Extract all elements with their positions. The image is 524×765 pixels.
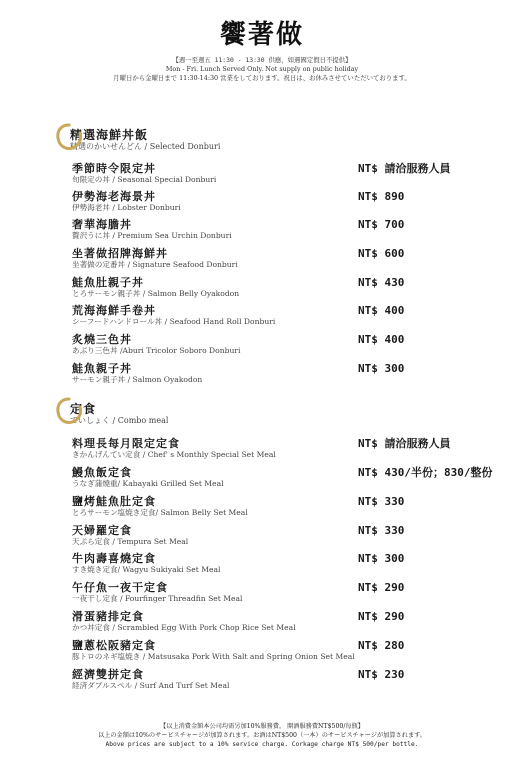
menu-item [72,247,517,270]
brush-circle-icon [54,122,84,152]
menu-item [72,524,517,547]
item-subtitle: とろサーモン塩焼き定食/ Salmon Belly Set Meal [72,508,248,517]
menu-item [72,162,517,185]
section-title: 定食 [70,402,97,416]
item-name: 鹽蔥松阪豬定食 [72,639,156,652]
item-subtitle: シーフードハンドロール丼 / Seafood Hand Roll Donburi [72,317,276,326]
section-title: 精選海鮮丼飯 [70,128,149,142]
item-subtitle: 豚トロのネギ塩焼き / Matsusaka Pork With Salt and Spring Onion Set Meal [72,652,355,661]
item-name: 伊勢海老海景丼 [72,190,156,203]
item-name: 滑蛋豬排定食 [72,610,144,623]
item-name: 鰻魚飯定食 [72,466,132,479]
item-price: NT$ 請洽服務人員 [358,437,451,450]
opening-hours [0,56,524,83]
item-price: NT$ 請洽服務人員 [358,162,451,175]
menu-item [72,304,517,327]
item-name: 天婦羅定食 [72,524,132,537]
menu-item [72,333,517,356]
menu-item [72,495,517,518]
item-name: 炙燒三色丼 [72,333,132,346]
menu-item [72,668,517,691]
item-subtitle: とろサーモン親子丼 / Salmon Belly Oyakodon [72,289,240,298]
item-price: NT$ 400 [358,304,405,317]
item-name: 坐著做招牌海鮮丼 [72,247,168,260]
menu-item [72,362,517,385]
item-price: NT$ 400 [358,333,405,346]
item-name: 季節時令限定丼 [72,162,156,175]
item-name: 午仔魚一夜干定食 [72,581,168,594]
menu-item [72,610,517,633]
item-name: 牛肉壽喜燒定食 [72,552,156,565]
menu-item [72,466,517,489]
item-subtitle: うなぎ蒲燒重/ Kabayaki Grilled Set Meal [72,479,224,488]
item-price: NT$ 280 [358,639,405,652]
menu-item [72,276,517,299]
service-charge-note [0,722,524,749]
item-name: 經濟雙拼定食 [72,668,144,681]
menu-item [72,437,517,460]
item-subtitle: 贅沢うに丼 / Premium Sea Urchin Donburi [72,231,232,240]
item-subtitle: 経済ダブルスペル / Surf And Turf Set Meal [72,681,230,690]
item-price: NT$ 330 [358,524,405,537]
menu-item [72,218,517,241]
section-combo [70,402,510,426]
item-subtitle: あぶり三色丼 /Aburi Tricolor Soboro Donburi [72,346,241,355]
section-subtitle: ていしょく / Combo meal [70,416,169,425]
item-subtitle: 天ぷら定食 / Tempura Set Meal [72,537,189,546]
footer-line-zh: 【以上消費金額本公司均需另加10%服務費， 開酒服務費NT$500/每瓶】 [160,723,364,730]
item-subtitle: 坐著做の定番丼 / Signature Seafood Donburi [72,260,238,269]
menu-item [72,581,517,604]
item-price: NT$ 290 [358,610,405,623]
item-name: 鮭魚親子丼 [72,362,132,375]
item-price: NT$ 290 [358,581,405,594]
item-price: NT$ 700 [358,218,405,231]
item-subtitle: すき焼き定食/ Wagyu Sukiyaki Set Meal [72,565,221,574]
item-price: NT$ 230 [358,668,405,681]
footer-line-en: Above prices are subject to a 10% service charge. Corkage charge NT$ 500/per bottle. [105,741,419,748]
item-subtitle: 旬限定の丼 / Seasonal Special Donburi [72,175,217,184]
hours-line-zh: 【週一至週五 11:30 - 13:30 供應，如遇國定假日不提供】 [172,56,352,64]
item-price: NT$ 890 [358,190,405,203]
item-price: NT$ 600 [358,247,405,260]
menu-item [72,190,517,213]
hours-line-en: Mon - Fri. Lunch Served Only. Not supply on public holiday [165,65,359,73]
hours-line-jp: 月曜日から金曜日まで 11:30-14:30 営業をしております。祝日は、お休みさせていただいております。 [113,74,411,82]
item-subtitle: かつ丼定食 / Scrambled Egg With Pork Chop Rice Set Meal [72,623,296,632]
item-price: NT$ 430 [358,276,405,289]
section-subtitle: 精選のかいせんどん / Selected Donburi [70,142,221,151]
item-price: NT$ 300 [358,552,405,565]
item-name: 鹽烤鮭魚肚定食 [72,495,156,508]
footer-line-jp: 以上の金額は10%のサービスチャージが加算されます。お酒はNT$500（一本）のサービスチャージが加算されます。 [98,732,426,739]
section-donburi [70,128,510,152]
item-name: 荒海海鮮手卷丼 [72,304,156,317]
item-subtitle: 伊勢海老丼 / Lobster Donburi [72,203,181,212]
menu-item [72,639,517,662]
restaurant-logo: 饗著做 [219,20,304,50]
item-price: NT$ 330 [358,495,405,508]
item-name: 鮭魚肚親子丼 [72,276,144,289]
item-price: NT$ 430/半份；830/整份 [358,466,493,479]
item-subtitle: きかんげんてい定食 / Chef' s Monthly Special Set Meal [72,450,276,459]
item-subtitle: サーモン親子丼 / Salmon Oyakodon [72,375,203,384]
item-subtitle: 一夜干し定食 / Fourfinger Threadfin Set Meal [72,594,243,603]
brush-circle-icon [54,396,84,426]
item-price: NT$ 300 [358,362,405,375]
item-name: 奢華海膽丼 [72,218,132,231]
item-name: 料理長每月限定定食 [72,437,180,450]
menu-item [72,552,517,575]
